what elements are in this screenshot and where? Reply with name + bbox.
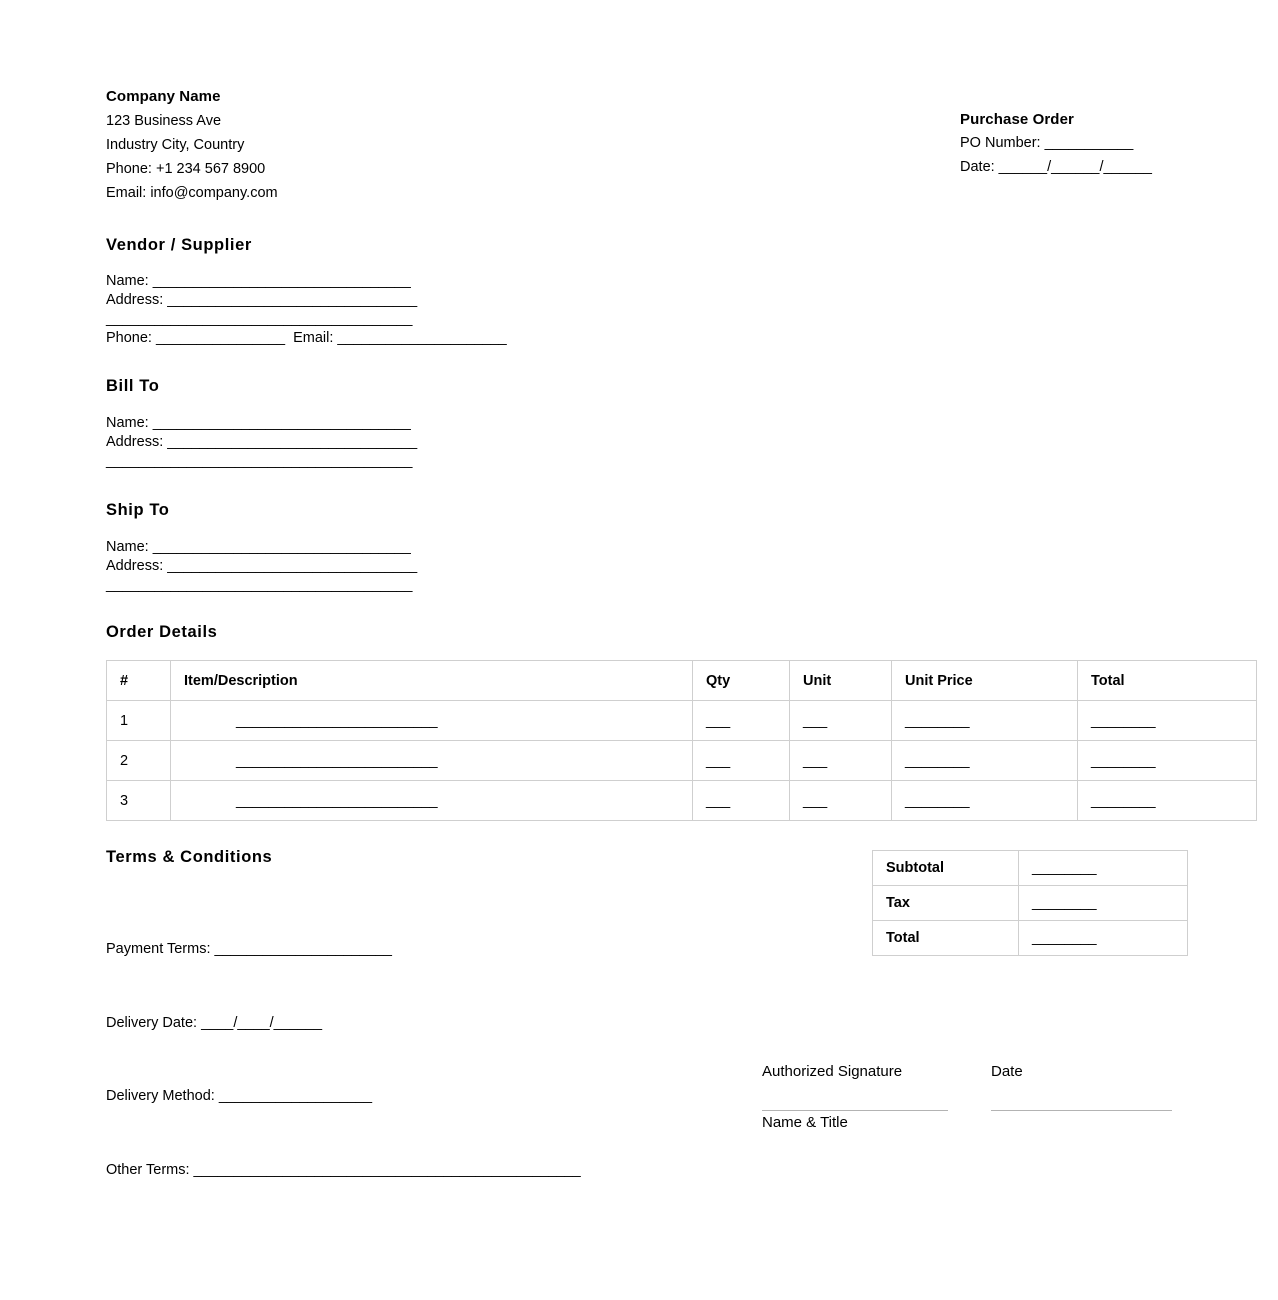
row-total-3[interactable]: ________: [1078, 781, 1257, 821]
delivery-method-field[interactable]: Delivery Method: ___________________: [106, 1088, 373, 1104]
ship-to-address-continuation[interactable]: ______________________________________: [106, 577, 413, 593]
subtotal-value[interactable]: ________: [1019, 851, 1188, 886]
tax-label: Tax: [873, 886, 1019, 921]
totals-row-tax: [873, 886, 1188, 921]
delivery-date-field[interactable]: Delivery Date: ____/____/______: [106, 1014, 323, 1031]
name-title-label: Name & Title: [762, 1114, 848, 1131]
bill-to-address-continuation[interactable]: ______________________________________: [106, 453, 413, 469]
row-qty-1[interactable]: ___: [693, 701, 790, 741]
order-details-heading: Order Details: [106, 623, 218, 641]
date-label: Date: [991, 1063, 1023, 1080]
column-header-unit-price: Unit Price: [892, 661, 1078, 701]
row-number-3: 3: [107, 781, 171, 821]
row-qty-2[interactable]: ___: [693, 741, 790, 781]
vendor-phone-email-field[interactable]: Phone: ________________ Email: _____________________: [106, 330, 507, 346]
total-label: Total: [873, 921, 1019, 956]
po-date-field[interactable]: Date: ______/______/______: [960, 159, 1152, 175]
row-unit-3[interactable]: ___: [790, 781, 892, 821]
row-unit-1[interactable]: ___: [790, 701, 892, 741]
bill-to-section-heading: Bill To: [106, 377, 160, 395]
column-header-number: #: [107, 661, 171, 701]
table-row: [107, 781, 1257, 821]
po-number-field[interactable]: PO Number: ___________: [960, 135, 1134, 151]
authorized-signature-label: Authorized Signature: [762, 1063, 903, 1080]
total-value[interactable]: ________: [1019, 921, 1188, 956]
date-line[interactable]: [991, 1110, 1172, 1111]
terms-conditions-fields: [106, 888, 581, 1231]
row-unit-price-3[interactable]: ________: [892, 781, 1078, 821]
terms-conditions-heading: Terms & Conditions: [106, 848, 273, 866]
row-number-2: 2: [107, 741, 171, 781]
table-row: [107, 741, 1257, 781]
vendor-address-continuation[interactable]: ______________________________________: [106, 311, 413, 327]
column-header-description: Item/Description: [171, 661, 693, 701]
row-unit-2[interactable]: ___: [790, 741, 892, 781]
row-number-1: 1: [107, 701, 171, 741]
column-header-total: Total: [1078, 661, 1257, 701]
column-header-unit: Unit: [790, 661, 892, 701]
purchase-order-meta: [960, 109, 1260, 179]
subtotal-label: Subtotal: [873, 851, 1019, 886]
bill-to-name-field[interactable]: Name: ________________________________: [106, 415, 411, 431]
company-header: [106, 85, 586, 205]
row-description-3[interactable]: _________________________: [171, 781, 693, 821]
ship-to-section-heading: Ship To: [106, 501, 170, 519]
row-unit-price-1[interactable]: ________: [892, 701, 1078, 741]
table-row: [107, 701, 1257, 741]
row-total-2[interactable]: ________: [1078, 741, 1257, 781]
vendor-address-field[interactable]: Address: _______________________________: [106, 292, 418, 308]
table-header-row: [107, 661, 1257, 701]
company-name: Company Name: [106, 88, 221, 105]
order-details-table: [106, 660, 1257, 821]
totals-row-subtotal: [873, 851, 1188, 886]
purchase-order-title: Purchase Order: [960, 111, 1074, 128]
company-address-line-1: 123 Business Ave: [106, 113, 222, 129]
totals-table: [872, 850, 1188, 956]
row-unit-price-2[interactable]: ________: [892, 741, 1078, 781]
bill-to-address-field[interactable]: Address: _______________________________: [106, 434, 418, 450]
signature-line[interactable]: [762, 1110, 948, 1111]
other-terms-field[interactable]: Other Terms: ________________________________________________: [106, 1161, 581, 1178]
column-header-qty: Qty: [693, 661, 790, 701]
company-phone: Phone: +1 234 567 8900: [106, 161, 266, 177]
ship-to-address-field[interactable]: Address: _______________________________: [106, 558, 418, 574]
row-qty-3[interactable]: ___: [693, 781, 790, 821]
ship-to-name-field[interactable]: Name: ________________________________: [106, 539, 411, 555]
vendor-section-heading: Vendor / Supplier: [106, 236, 252, 254]
payment-terms-field[interactable]: Payment Terms: ______________________: [106, 941, 392, 957]
tax-value[interactable]: ________: [1019, 886, 1188, 921]
row-description-1[interactable]: _________________________: [171, 701, 693, 741]
row-total-1[interactable]: ________: [1078, 701, 1257, 741]
row-description-2[interactable]: _________________________: [171, 741, 693, 781]
company-email: Email: info@company.com: [106, 185, 278, 201]
vendor-name-field[interactable]: Name: ________________________________: [106, 273, 411, 289]
totals-row-total: [873, 921, 1188, 956]
company-address-line-2: Industry City, Country: [106, 137, 245, 153]
